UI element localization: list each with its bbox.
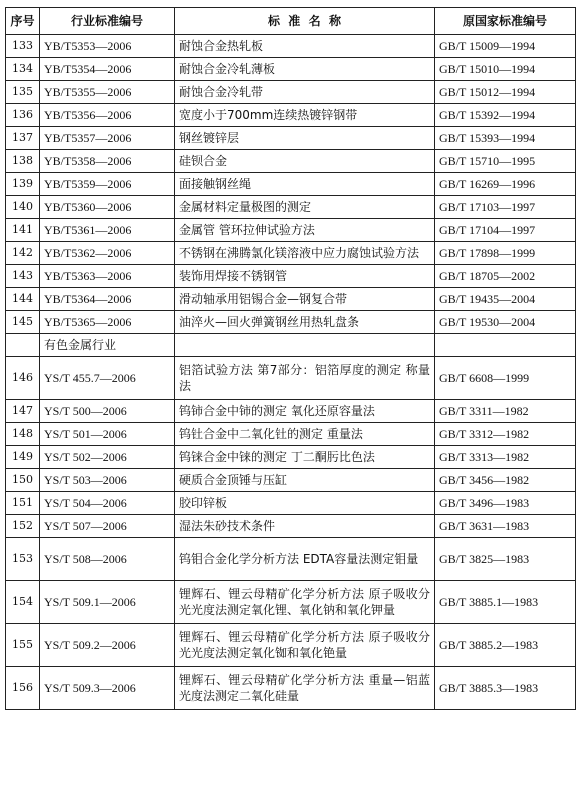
- serial-number-cell: 150: [6, 469, 40, 492]
- table-row: [6, 624, 576, 667]
- serial-number-cell: 133: [6, 35, 40, 58]
- industry-standard-code-cell: YB/T5353—2006: [40, 35, 175, 58]
- table-row: [6, 173, 576, 196]
- table-row: [6, 35, 576, 58]
- serial-number-cell: 146: [6, 357, 40, 400]
- industry-standard-code-cell: YB/T5356—2006: [40, 104, 175, 127]
- table-row: [6, 127, 576, 150]
- industry-standard-code-cell: YS/T 509.1—2006: [40, 581, 175, 624]
- header-industry-standard-code: 行业标准编号: [40, 8, 175, 35]
- table-row: [6, 196, 576, 219]
- table-body: [6, 35, 576, 710]
- industry-standard-code-cell: YB/T5361—2006: [40, 219, 175, 242]
- serial-number-cell: 140: [6, 196, 40, 219]
- industry-standard-code-cell: YB/T5359—2006: [40, 173, 175, 196]
- original-national-code-cell: GB/T 6608—1999: [435, 357, 576, 400]
- serial-number-cell: 143: [6, 265, 40, 288]
- serial-number-cell: 139: [6, 173, 40, 196]
- standard-title-cell: 宽度小于700mm连续热镀锌钢带: [175, 104, 435, 127]
- industry-standard-code-cell: YB/T5360—2006: [40, 196, 175, 219]
- standard-title-cell: 钨铈合金中铈的测定 氧化还原容量法: [175, 400, 435, 423]
- table-row: [6, 288, 576, 311]
- table-row: [6, 515, 576, 538]
- standard-title-cell: 锂辉石、锂云母精矿化学分析方法 重量—铝蓝光度法测定二氧化硅量: [175, 667, 435, 710]
- standard-title-cell: [175, 334, 435, 357]
- serial-number-cell: 154: [6, 581, 40, 624]
- table-row: [6, 104, 576, 127]
- standard-title-cell: 面接触钢丝绳: [175, 173, 435, 196]
- table-row: [6, 538, 576, 581]
- serial-number-cell: 147: [6, 400, 40, 423]
- industry-standard-code-cell: YS/T 504—2006: [40, 492, 175, 515]
- table-row: [6, 581, 576, 624]
- original-national-code-cell: GB/T 3631—1983: [435, 515, 576, 538]
- original-national-code-cell: GB/T 19530—2004: [435, 311, 576, 334]
- serial-number-cell: [6, 334, 40, 357]
- industry-standard-code-cell: YB/T5365—2006: [40, 311, 175, 334]
- serial-number-cell: 153: [6, 538, 40, 581]
- serial-number-cell: 144: [6, 288, 40, 311]
- industry-standard-code-cell: YS/T 508—2006: [40, 538, 175, 581]
- standard-title-cell: 钢丝镀锌层: [175, 127, 435, 150]
- original-national-code-cell: GB/T 15392—1994: [435, 104, 576, 127]
- standard-title-cell: 油淬火—回火弹簧钢丝用热轧盘条: [175, 311, 435, 334]
- header-serial-number: 序号: [6, 8, 40, 35]
- original-national-code-cell: GB/T 15012—1994: [435, 81, 576, 104]
- standard-title-cell: 锂辉石、锂云母精矿化学分析方法 原子吸收分光光度法测定氧化锂、氧化钠和氧化钾量: [175, 581, 435, 624]
- standard-title-cell: 钨铼合金中铼的测定 丁二酮肟比色法: [175, 446, 435, 469]
- industry-standard-code-cell: YB/T5355—2006: [40, 81, 175, 104]
- original-national-code-cell: GB/T 18705—2002: [435, 265, 576, 288]
- industry-standard-code-cell: YS/T 502—2006: [40, 446, 175, 469]
- serial-number-cell: 152: [6, 515, 40, 538]
- standard-title-cell: 耐蚀合金冷轧薄板: [175, 58, 435, 81]
- original-national-code-cell: GB/T 15710—1995: [435, 150, 576, 173]
- original-national-code-cell: GB/T 3311—1982: [435, 400, 576, 423]
- standard-title-cell: 硅钡合金: [175, 150, 435, 173]
- original-national-code-cell: GB/T 19435—2004: [435, 288, 576, 311]
- industry-standard-code-cell: YB/T5358—2006: [40, 150, 175, 173]
- serial-number-cell: 145: [6, 311, 40, 334]
- serial-number-cell: 151: [6, 492, 40, 515]
- standard-title-cell: 装饰用焊接不锈钢管: [175, 265, 435, 288]
- standard-title-cell: 耐蚀合金热轧板: [175, 35, 435, 58]
- original-national-code-cell: GB/T 3496—1983: [435, 492, 576, 515]
- serial-number-cell: 135: [6, 81, 40, 104]
- original-national-code-cell: GB/T 3885.2—1983: [435, 624, 576, 667]
- table-row: [6, 667, 576, 710]
- original-national-code-cell: GB/T 3825—1983: [435, 538, 576, 581]
- industry-standard-code-cell: YB/T5354—2006: [40, 58, 175, 81]
- header-standard-title: 标 准 名 称: [175, 8, 435, 35]
- serial-number-cell: 148: [6, 423, 40, 446]
- table-row: [6, 357, 576, 400]
- original-national-code-cell: GB/T 3885.1—1983: [435, 581, 576, 624]
- table-header-row: [6, 8, 576, 35]
- serial-number-cell: 134: [6, 58, 40, 81]
- table-row: [6, 219, 576, 242]
- table-row: [6, 446, 576, 469]
- table-row: [6, 242, 576, 265]
- table-row: [6, 81, 576, 104]
- table-row: [6, 265, 576, 288]
- original-national-code-cell: GB/T 15009—1994: [435, 35, 576, 58]
- industry-standard-code-cell: YB/T5363—2006: [40, 265, 175, 288]
- industry-standard-code-cell: YB/T5362—2006: [40, 242, 175, 265]
- original-national-code-cell: GB/T 3313—1982: [435, 446, 576, 469]
- table-row: [6, 311, 576, 334]
- industry-standard-code-cell: YS/T 455.7—2006: [40, 357, 175, 400]
- serial-number-cell: 149: [6, 446, 40, 469]
- serial-number-cell: 156: [6, 667, 40, 710]
- original-national-code-cell: GB/T 3312—1982: [435, 423, 576, 446]
- original-national-code-cell: GB/T 17104—1997: [435, 219, 576, 242]
- standard-title-cell: 胶印锌板: [175, 492, 435, 515]
- table-row: [6, 492, 576, 515]
- original-national-code-cell: GB/T 17898—1999: [435, 242, 576, 265]
- original-national-code-cell: GB/T 3456—1982: [435, 469, 576, 492]
- original-national-code-cell: GB/T 17103—1997: [435, 196, 576, 219]
- industry-standard-code-cell: YS/T 503—2006: [40, 469, 175, 492]
- serial-number-cell: 155: [6, 624, 40, 667]
- standard-title-cell: 不锈钢在沸腾氯化镁溶液中应力腐蚀试验方法: [175, 242, 435, 265]
- original-national-code-cell: GB/T 15393—1994: [435, 127, 576, 150]
- table-row: [6, 400, 576, 423]
- standard-title-cell: 耐蚀合金冷轧带: [175, 81, 435, 104]
- standard-title-cell: 硬质合金顶锤与压缸: [175, 469, 435, 492]
- original-national-code-cell: [435, 334, 576, 357]
- original-national-code-cell: GB/T 16269—1996: [435, 173, 576, 196]
- industry-standard-code-cell: YS/T 507—2006: [40, 515, 175, 538]
- section-label: 有色金属行业: [40, 334, 175, 357]
- standard-title-cell: 钨钍合金中二氧化钍的测定 重量法: [175, 423, 435, 446]
- industry-standard-code-cell: YS/T 509.3—2006: [40, 667, 175, 710]
- serial-number-cell: 137: [6, 127, 40, 150]
- standard-title-cell: 湿法朱砂技术条件: [175, 515, 435, 538]
- table-row: [6, 469, 576, 492]
- standard-title-cell: 滑动轴承用铝锡合金—钢复合带: [175, 288, 435, 311]
- industry-standard-code-cell: YB/T5357—2006: [40, 127, 175, 150]
- standards-table: [5, 7, 576, 710]
- standard-title-cell: 锂辉石、锂云母精矿化学分析方法 原子吸收分光光度法测定氧化铷和氧化铯量: [175, 624, 435, 667]
- serial-number-cell: 142: [6, 242, 40, 265]
- standard-title-cell: 铝箔试验方法 第7部分：铝箔厚度的测定 称量法: [175, 357, 435, 400]
- original-national-code-cell: GB/T 15010—1994: [435, 58, 576, 81]
- header-original-national-code: 原国家标准编号: [435, 8, 576, 35]
- industry-standard-code-cell: YS/T 500—2006: [40, 400, 175, 423]
- table-row: [6, 423, 576, 446]
- section-row: [6, 334, 576, 357]
- industry-standard-code-cell: YS/T 501—2006: [40, 423, 175, 446]
- serial-number-cell: 136: [6, 104, 40, 127]
- standard-title-cell: 钨钼合金化学分析方法 EDTA容量法测定钼量: [175, 538, 435, 581]
- serial-number-cell: 141: [6, 219, 40, 242]
- table-row: [6, 150, 576, 173]
- serial-number-cell: 138: [6, 150, 40, 173]
- industry-standard-code-cell: YS/T 509.2—2006: [40, 624, 175, 667]
- standard-title-cell: 金属管 管环拉伸试验方法: [175, 219, 435, 242]
- table-row: [6, 58, 576, 81]
- industry-standard-code-cell: YB/T5364—2006: [40, 288, 175, 311]
- original-national-code-cell: GB/T 3885.3—1983: [435, 667, 576, 710]
- standard-title-cell: 金属材料定量极图的测定: [175, 196, 435, 219]
